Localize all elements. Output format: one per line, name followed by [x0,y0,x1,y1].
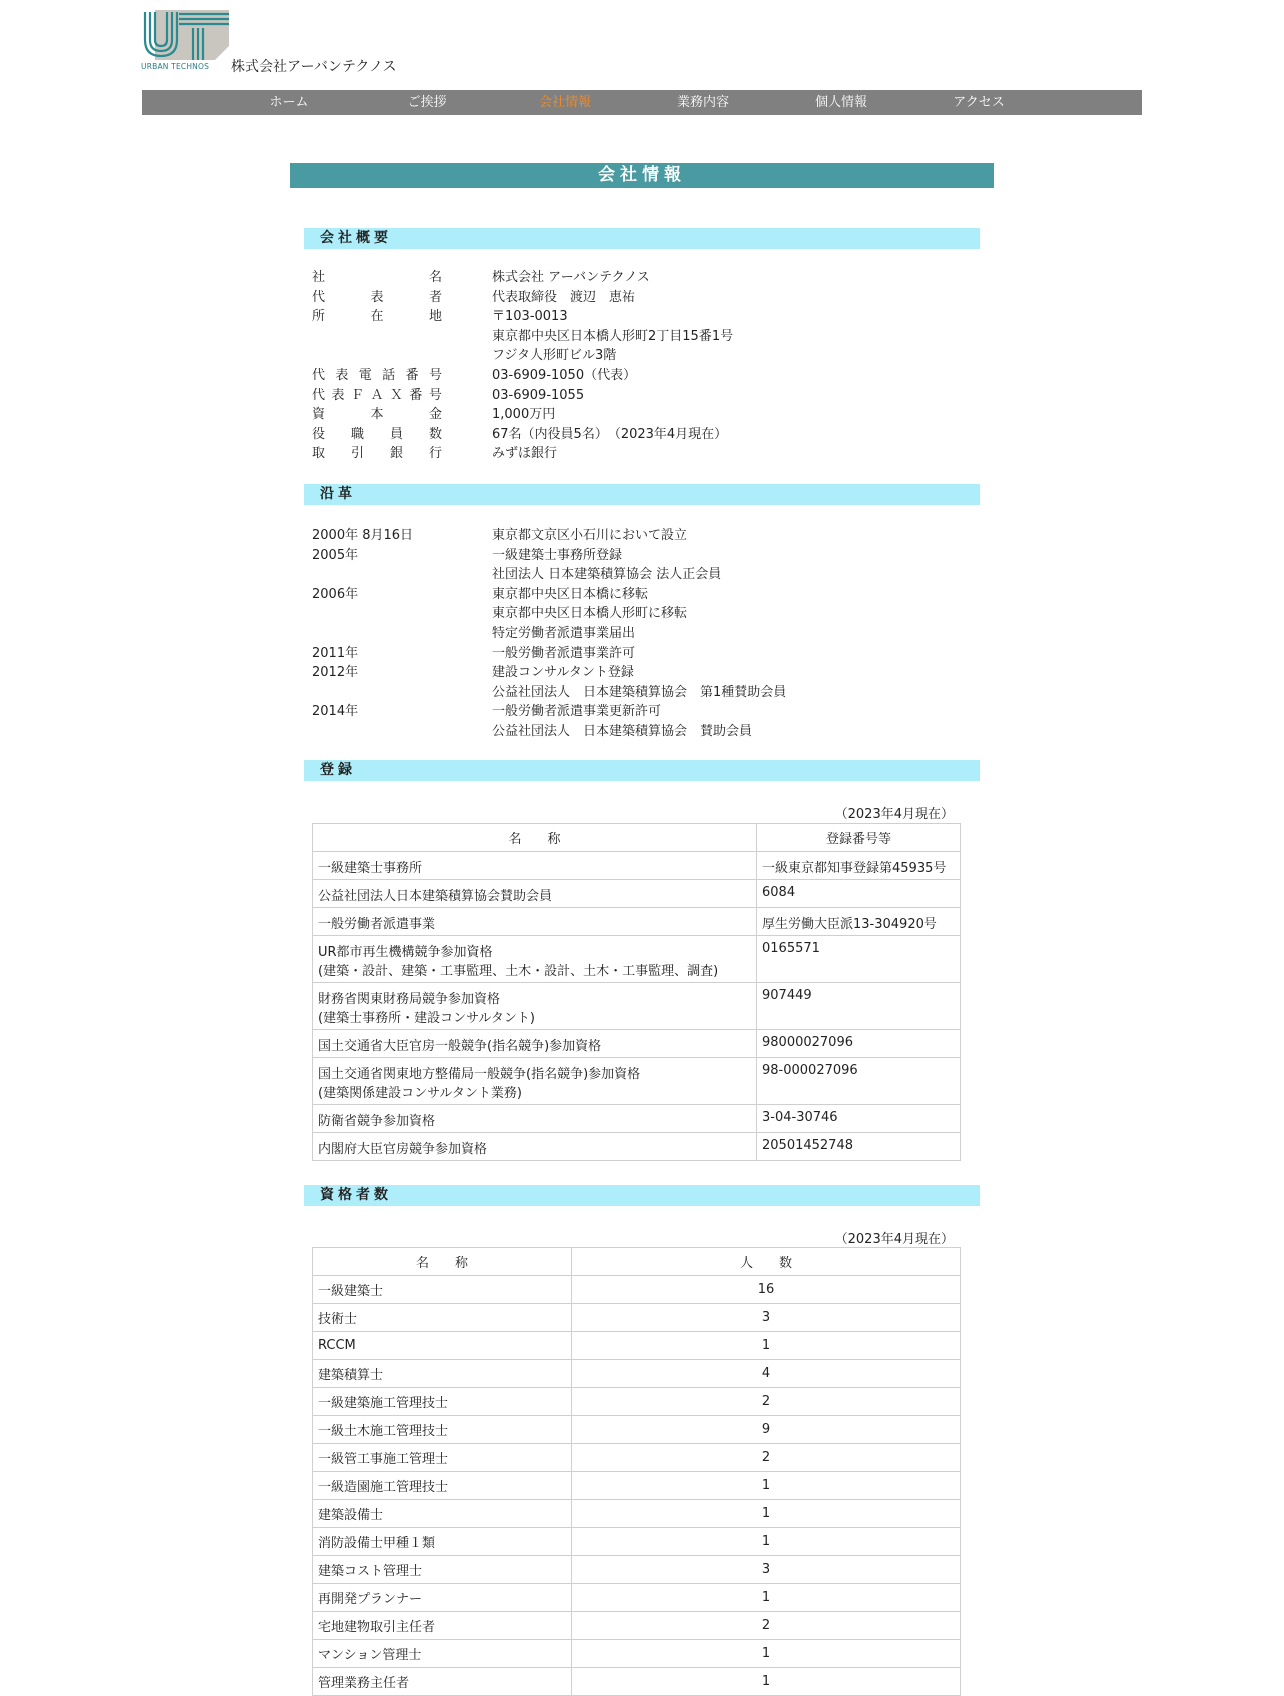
registration-col-number: 登録番号等 [757,824,961,852]
qualified-as-of: （2023年4月現在） [834,1232,954,1247]
section-heading-qualified: 資格者数 [304,1185,980,1206]
ut-logo-icon [141,10,231,62]
history-event: 特定労働者派遣事業届出 [492,626,636,641]
history-date: 2000年 8月16日 [312,528,414,543]
qualification-count: 1 [572,1640,961,1668]
registration-name-cell [313,1030,757,1058]
table-row [313,880,961,908]
table-row [313,1058,961,1105]
history-date: 2006年 [312,586,359,602]
history-event: 東京都中央区日本橋に移転 [492,586,649,602]
qualification-count: 3 [572,1556,961,1584]
qualified-col-count: 人 数 [572,1248,961,1276]
registration-name-cell [313,852,757,880]
qualification-count: 9 [572,1416,961,1444]
table-row [313,908,961,936]
table-row [313,1133,961,1161]
qualification-count: 1 [572,1472,961,1500]
qualification-count: 2 [572,1444,961,1472]
registration-name: 国土交通省大臣官房一般競争(指名競争)参加資格 [318,1039,602,1054]
nav-greeting[interactable]: ご挨拶 [407,95,447,110]
registration-name-cell [313,1105,757,1133]
qualification-name: 建築積算士 [313,1360,572,1388]
qualification-name: 再開発プランナー [313,1584,572,1612]
qualification-name: 建築コスト管理士 [313,1556,572,1584]
qualification-name: 一級土木施工管理技士 [313,1416,572,1444]
table-row [313,1668,961,1696]
section-heading-history: 沿革 [304,484,980,505]
history-event: 一般労働者派遣事業更新許可 [492,704,662,720]
table-row [313,1030,961,1058]
qualification-name: 技術士 [313,1304,572,1332]
qualification-count: 2 [572,1612,961,1640]
registration-name-cell [313,983,757,1030]
history-event: 東京都文京区小石川において設立 [492,528,688,543]
qualification-count: 2 [572,1388,961,1416]
registration-number: 98000027096 [757,1030,961,1058]
overview-value: 03-6909-1055 [492,387,585,403]
history-event: 東京都中央区日本橋人形町に移転 [492,606,688,622]
nav-business[interactable]: 業務内容 [676,95,729,110]
registration-name-cell [313,1058,757,1105]
table-row [313,1360,961,1388]
registration-name-cell [313,880,757,908]
qualification-count: 3 [572,1304,961,1332]
registration-number: 厚生労働大臣派13-304920号 [757,908,961,936]
registration-name-detail: (建築関係建設コンサルタント業務) [318,1086,522,1101]
table-row [313,1332,961,1360]
table-row [313,1105,961,1133]
qualification-name: 一級造園施工管理技士 [313,1472,572,1500]
registration-name-cell [313,936,757,983]
qualification-count: 1 [572,1528,961,1556]
registration-name: 防衛省競争参加資格 [318,1114,436,1129]
registration-name: 一級建築士事務所 [318,861,423,876]
nav-home[interactable]: ホーム [269,95,309,110]
qualification-name: 管理業務主任者 [313,1668,572,1696]
history-event: 公益社団法人 日本建築積算協会 第1種賛助会員 [492,684,787,700]
history-date: 2005年 [312,547,359,563]
overview-label: 役 職 員 数 [312,426,442,442]
overview-label: 社 名 [312,270,442,285]
registration-number: 一級東京都知事登録第45935号 [757,852,961,880]
registration-name: 財務省関東財務局競争参加資格 [318,992,501,1007]
history-date: 2014年 [312,704,359,720]
registration-name-cell [313,1133,757,1161]
registration-name-cell [313,908,757,936]
registration-number: 6084 [757,880,961,908]
qualification-name: 一級管工事施工管理士 [313,1444,572,1472]
table-row [313,1472,961,1500]
table-row [313,1500,961,1528]
overview-label: 資 本 金 [312,407,442,423]
qualified-table [312,1247,961,1696]
qualification-count: 4 [572,1360,961,1388]
company-logo[interactable] [141,10,231,72]
header-company-name: 株式会社アーバンテクノス [231,59,397,75]
table-row [313,1304,961,1332]
qualification-name: 一級建築施工管理技士 [313,1388,572,1416]
registration-name: 国土交通省関東地方整備局一般競争(指名競争)参加資格 [318,1067,641,1082]
nav-company-info[interactable]: 会社情報 [538,95,591,110]
page-title: 会社情報 [290,163,994,188]
table-row [313,1528,961,1556]
registration-name: 一般労働者派遣事業 [318,917,436,932]
overview-label: 取 引 銀 行 [312,446,442,462]
registration-name-detail: (建築・設計、建築・工事監理、土木・設計、土木・工事監理、調査) [318,964,719,979]
table-row [313,1584,961,1612]
table-row [313,1612,961,1640]
registration-table [312,823,961,1161]
history-event: 社団法人 日本建築積算協会 法人正会員 [492,567,722,583]
qualification-count: 1 [572,1500,961,1528]
overview-value: 1,000万円 [492,407,556,423]
table-row [313,1556,961,1584]
overview-label: 所 在 地 [312,309,442,325]
overview-label: 代 表 Ｆ Ａ Ｘ 番 号 [312,387,442,403]
table-row [313,852,961,880]
history-event: 公益社団法人 日本建築積算協会 賛助会員 [492,724,753,739]
table-row [313,1416,961,1444]
overview-value: みずほ銀行 [492,446,558,462]
qualification-name: マンション管理士 [313,1640,572,1668]
qualification-name: 一級建築士 [313,1276,572,1304]
registration-number: 0165571 [757,936,961,983]
registration-number: 3-04-30746 [757,1105,961,1133]
registration-number: 907449 [757,983,961,1030]
registration-col-name: 名 称 [313,824,757,852]
section-heading-overview: 会社概要 [304,228,980,249]
overview-value: フジタ人形町ビル3階 [492,348,617,364]
registration-number: 20501452748 [757,1133,961,1161]
qualification-count: 1 [572,1584,961,1612]
overview-value: 東京都中央区日本橋人形町2丁目15番1号 [492,328,734,344]
table-row [313,1388,961,1416]
logo-subtitle: URBAN TECHNOS [141,62,210,71]
section-heading-registration: 登録 [304,760,980,781]
overview-value: 株式会社 アーバンテクノス [492,270,650,285]
registration-name-detail: (建築士事務所・建設コンサルタント) [318,1011,535,1026]
history-date: 2012年 [312,665,359,681]
table-row [313,1276,961,1304]
overview-label: 代 表 電 話 番 号 [312,368,442,383]
table-row [313,1640,961,1668]
registration-as-of: （2023年4月現在） [834,807,954,822]
qualification-name: 宅地建物取引主任者 [313,1612,572,1640]
history-event: 建設コンサルタント登録 [492,665,634,681]
table-row [313,983,961,1030]
registration-name: UR都市再生機構競争参加資格 [318,945,493,960]
registration-number: 98-000027096 [757,1058,961,1105]
registration-name: 公益社団法人日本建築積算協会賛助会員 [318,889,553,904]
table-row [313,1444,961,1472]
qualification-name: 消防設備士甲種１類 [313,1528,572,1556]
qualification-name: RCCM [313,1332,572,1360]
overview-value: 03-6909-1050（代表） [492,368,637,383]
overview-label: 代 表 者 [312,289,442,305]
history-event: 一般労働者派遣事業許可 [492,645,636,661]
nav-privacy[interactable]: 個人情報 [814,95,867,110]
overview-value: 67名（内役員5名） （2023年4月現在） [492,426,728,442]
history-event: 一級建築士事務所登録 [492,547,623,563]
qualification-count: 16 [572,1276,961,1304]
overview-value: 〒103-0013 [492,309,568,325]
overview-value: 代表取締役 渡辺 恵祐 [492,289,636,305]
qualification-count: 1 [572,1332,961,1360]
qualification-name: 建築設備士 [313,1500,572,1528]
qualified-col-name: 名 称 [313,1248,572,1276]
main-nav [142,90,1142,115]
table-row [313,936,961,983]
history-date: 2011年 [312,645,359,661]
qualification-count: 1 [572,1668,961,1696]
nav-access[interactable]: アクセス [953,95,1005,110]
registration-name: 内閣府大臣官房競争参加資格 [318,1142,488,1157]
